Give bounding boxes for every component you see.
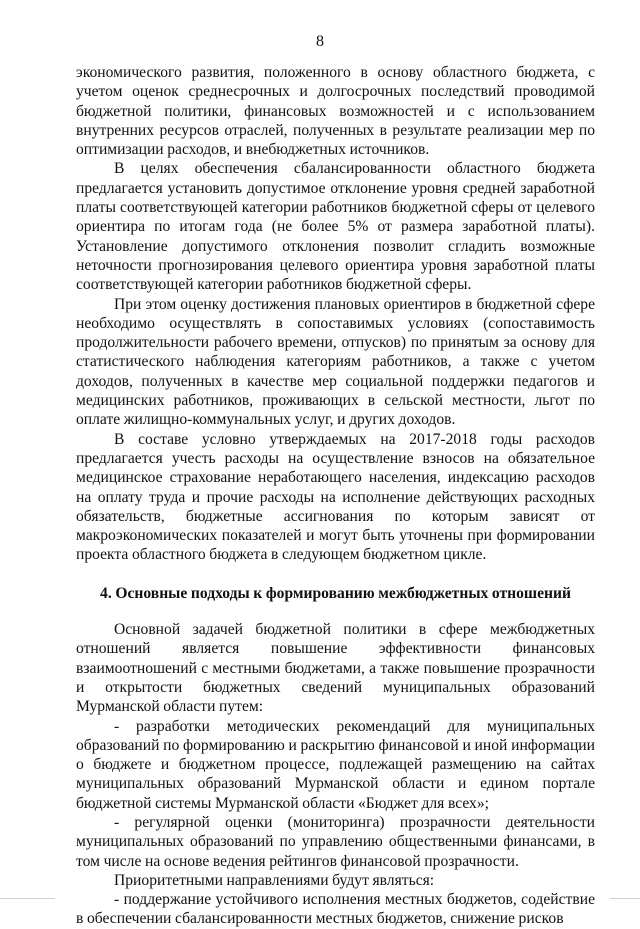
list-item: - регулярной оценки (мониторинга) прозрачности деятельности муниципальных образований по управлению общественными финансами, в том числе на основе ведения рейтингов финансовой прозрачности. bbox=[76, 813, 595, 870]
paragraph: При этом оценку достижения плановых ориентиров в бюджетной сфере необходимо осуществлять в сопоставимых условиях (сопоставимость продолжительности рабочего времени, отпусков) по принятым за основу для статистического наблюдения категориям работников, а также с учетом доходов, полученных в качестве мер социальной поддержки педагогов и медицинских работников, проживающих в сельской местности, льгот по оплате жилищно-коммунальных услуг, и других доходов. bbox=[76, 295, 595, 429]
section-heading: 4. Основные подходы к формированию межбюджетных отношений bbox=[100, 584, 571, 602]
page-number: 8 bbox=[316, 33, 324, 50]
scan-edge-line bbox=[610, 898, 640, 899]
paragraph: В составе условно утверждаемых на 2017-2018 годы расходов предлагается учесть расходы на осуществление взносов на обязательное медицинское страхование неработающего населения, индексацию расходов на оплату труда и прочие расходы на исполнение действующих расходных обязательств, бюджетные ассигнования по которым зависят от макроэкономических показателей и могут быть уточнены при формировании проекта областного бюджета в следующем бюджетном цикле. bbox=[76, 430, 595, 564]
paragraph: экономического развития, положенного в основу областного бюджета, с учетом оценок среднесрочных и долгосрочных последствий проводимой бюджетной политики, финансовых возможностей и с использованием внутренних ресурсов отраслей, полученных в результате реализации мер по оптимизации расходов, и внебюджетных источников. bbox=[76, 64, 595, 159]
paragraph: Приоритетными направлениями будут являться: bbox=[114, 871, 435, 889]
paragraph: Основной задачей бюджетной политики в сфере межбюджетных отношений является повышение эффективности финансовых взаимоотношений с местными бюджетами, а также повышение прозрачности и открытости бюджетных сведений муниципальных образований Мурманской области путем: bbox=[76, 621, 595, 716]
list-item: - поддержание устойчивого исполнения местных бюджетов, содействие в обеспечении сбалансированности местных бюджетов, снижение рисков bbox=[76, 891, 595, 928]
list-item: - разработки методических рекомендаций для муниципальных образований по формированию и раскрытию финансовой и иной информации о бюджете и бюджетном процессе, подлежащей размещению на сайтах муниципальных образований Мурманской области и едином портале бюджетной системы Мурманской области «Бюджет для всех»; bbox=[76, 717, 595, 812]
document-body bbox=[76, 63, 595, 929]
paragraph: В целях обеспечения сбалансированности областного бюджета предлагается установить допустимое отклонение уровня средней заработной платы соответствующей категории работников бюджетной сферы от целевого ориентира по итогам года (не более 5% от размера заработной платы). Установление допустимого отклонения позволит сгладить возможные неточности прогнозирования целевого ориентира уровня заработной платы соответствующей категории работников бюджетной сферы. bbox=[76, 160, 595, 294]
scan-edge-line bbox=[0, 898, 55, 899]
